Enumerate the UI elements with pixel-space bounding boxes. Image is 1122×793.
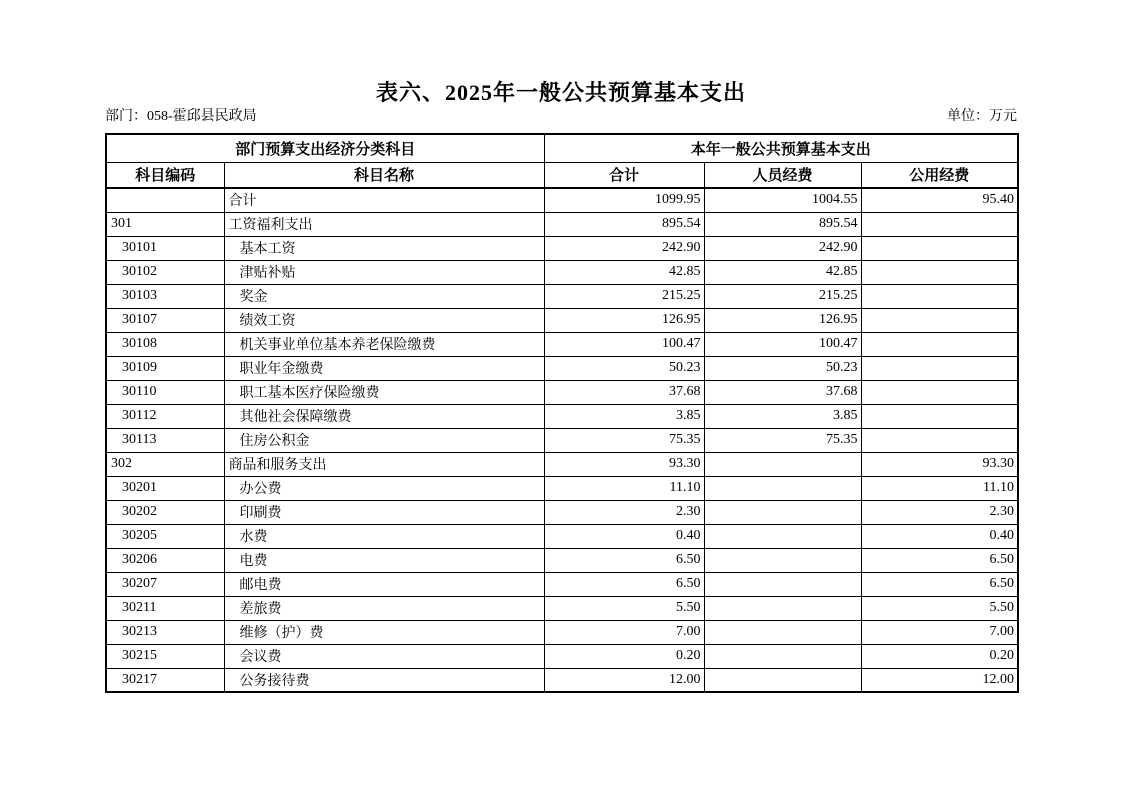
cell-public-funds bbox=[861, 236, 1018, 260]
cell-public-funds: 6.50 bbox=[861, 572, 1018, 596]
table-row bbox=[106, 572, 1018, 596]
cell-subject-code: 30113 bbox=[106, 428, 224, 452]
cell-subject-code: 30107 bbox=[106, 308, 224, 332]
cell-public-funds: 7.00 bbox=[861, 620, 1018, 644]
cell-public-funds: 2.30 bbox=[861, 500, 1018, 524]
cell-public-funds: 0.20 bbox=[861, 644, 1018, 668]
table-header bbox=[106, 134, 1018, 188]
table-row bbox=[106, 644, 1018, 668]
cell-subject-code: 30109 bbox=[106, 356, 224, 380]
cell-public-funds: 95.40 bbox=[861, 188, 1018, 212]
cell-subject-name: 工资福利支出 bbox=[224, 212, 544, 236]
table-row bbox=[106, 500, 1018, 524]
cell-personnel-funds: 242.90 bbox=[704, 236, 861, 260]
cell-subject-name: 邮电费 bbox=[224, 572, 544, 596]
cell-public-funds: 0.40 bbox=[861, 524, 1018, 548]
cell-personnel-funds bbox=[704, 572, 861, 596]
table-row bbox=[106, 668, 1018, 692]
cell-subject-code: 30101 bbox=[106, 236, 224, 260]
cell-subject-name: 津贴补贴 bbox=[224, 260, 544, 284]
cell-subject-name: 基本工资 bbox=[224, 236, 544, 260]
table-row bbox=[106, 428, 1018, 452]
table-row bbox=[106, 476, 1018, 500]
table-row bbox=[106, 356, 1018, 380]
table-row bbox=[106, 284, 1018, 308]
cell-personnel-funds bbox=[704, 620, 861, 644]
cell-personnel-funds: 126.95 bbox=[704, 308, 861, 332]
column-header-subject-code: 科目编码 bbox=[106, 162, 224, 188]
cell-public-funds bbox=[861, 332, 1018, 356]
cell-subject-code: 30215 bbox=[106, 644, 224, 668]
cell-total: 6.50 bbox=[544, 548, 704, 572]
page-title: 表六、2025年一般公共预算基本支出 bbox=[375, 80, 746, 105]
cell-public-funds bbox=[861, 428, 1018, 452]
column-header-public-funds: 公用经费 bbox=[861, 162, 1018, 188]
column-header-total: 合计 bbox=[544, 162, 704, 188]
cell-subject-code: 302 bbox=[106, 452, 224, 476]
cell-total: 42.85 bbox=[544, 260, 704, 284]
table-row bbox=[106, 260, 1018, 284]
cell-subject-name: 职工基本医疗保险缴费 bbox=[224, 380, 544, 404]
cell-public-funds bbox=[861, 404, 1018, 428]
cell-public-funds bbox=[861, 212, 1018, 236]
header-group-row bbox=[106, 134, 1018, 162]
cell-subject-code: 30108 bbox=[106, 332, 224, 356]
cell-public-funds bbox=[861, 356, 1018, 380]
cell-personnel-funds bbox=[704, 668, 861, 692]
cell-total: 7.00 bbox=[544, 620, 704, 644]
department-label: 部门：058-霍邱县民政局 bbox=[105, 109, 257, 124]
cell-total: 12.00 bbox=[544, 668, 704, 692]
cell-personnel-funds: 215.25 bbox=[704, 284, 861, 308]
cell-total: 1099.95 bbox=[544, 188, 704, 212]
cell-total: 6.50 bbox=[544, 572, 704, 596]
cell-subject-name: 维修（护）费 bbox=[224, 620, 544, 644]
cell-total: 100.47 bbox=[544, 332, 704, 356]
table-row bbox=[106, 452, 1018, 476]
cell-total: 50.23 bbox=[544, 356, 704, 380]
header-current-year-basic-expenditure: 本年一般公共预算基本支出 bbox=[544, 134, 1018, 162]
cell-total: 126.95 bbox=[544, 308, 704, 332]
column-header-subject-name: 科目名称 bbox=[224, 162, 544, 188]
cell-subject-name: 其他社会保障缴费 bbox=[224, 404, 544, 428]
cell-subject-code bbox=[106, 188, 224, 212]
cell-total: 215.25 bbox=[544, 284, 704, 308]
cell-total: 37.68 bbox=[544, 380, 704, 404]
cell-subject-name: 商品和服务支出 bbox=[224, 452, 544, 476]
cell-subject-name: 机关事业单位基本养老保险缴费 bbox=[224, 332, 544, 356]
cell-personnel-funds bbox=[704, 452, 861, 476]
cell-subject-name: 水费 bbox=[224, 524, 544, 548]
cell-personnel-funds: 37.68 bbox=[704, 380, 861, 404]
table-row bbox=[106, 236, 1018, 260]
unit-label: 单位：万元 bbox=[947, 109, 1017, 124]
cell-personnel-funds bbox=[704, 476, 861, 500]
cell-personnel-funds bbox=[704, 500, 861, 524]
cell-public-funds: 93.30 bbox=[861, 452, 1018, 476]
table-row bbox=[106, 332, 1018, 356]
cell-subject-code: 30206 bbox=[106, 548, 224, 572]
cell-total: 93.30 bbox=[544, 452, 704, 476]
cell-subject-name: 差旅费 bbox=[224, 596, 544, 620]
table-row bbox=[106, 548, 1018, 572]
cell-subject-code: 30103 bbox=[106, 284, 224, 308]
header-economic-classification: 部门预算支出经济分类科目 bbox=[106, 134, 544, 162]
table-row bbox=[106, 188, 1018, 212]
cell-personnel-funds bbox=[704, 644, 861, 668]
budget-table bbox=[105, 133, 1019, 693]
table-row bbox=[106, 212, 1018, 236]
cell-total: 0.20 bbox=[544, 644, 704, 668]
cell-personnel-funds bbox=[704, 548, 861, 572]
cell-total: 75.35 bbox=[544, 428, 704, 452]
cell-personnel-funds: 42.85 bbox=[704, 260, 861, 284]
cell-total: 895.54 bbox=[544, 212, 704, 236]
table-row bbox=[106, 620, 1018, 644]
cell-subject-code: 30217 bbox=[106, 668, 224, 692]
column-header-row bbox=[106, 162, 1018, 188]
cell-subject-code: 30201 bbox=[106, 476, 224, 500]
cell-subject-code: 30211 bbox=[106, 596, 224, 620]
cell-personnel-funds: 3.85 bbox=[704, 404, 861, 428]
cell-total: 5.50 bbox=[544, 596, 704, 620]
cell-public-funds: 6.50 bbox=[861, 548, 1018, 572]
cell-public-funds bbox=[861, 284, 1018, 308]
cell-subject-code: 30112 bbox=[106, 404, 224, 428]
cell-public-funds: 11.10 bbox=[861, 476, 1018, 500]
meta-row bbox=[105, 107, 1017, 127]
column-header-personnel-funds: 人员经费 bbox=[704, 162, 861, 188]
cell-subject-code: 30202 bbox=[106, 500, 224, 524]
cell-subject-code: 30207 bbox=[106, 572, 224, 596]
cell-public-funds bbox=[861, 308, 1018, 332]
cell-subject-code: 30110 bbox=[106, 380, 224, 404]
cell-subject-name: 住房公积金 bbox=[224, 428, 544, 452]
cell-personnel-funds: 100.47 bbox=[704, 332, 861, 356]
cell-public-funds: 12.00 bbox=[861, 668, 1018, 692]
cell-subject-name: 奖金 bbox=[224, 284, 544, 308]
cell-personnel-funds bbox=[704, 596, 861, 620]
cell-subject-name: 会议费 bbox=[224, 644, 544, 668]
cell-subject-name: 办公费 bbox=[224, 476, 544, 500]
cell-total: 3.85 bbox=[544, 404, 704, 428]
cell-personnel-funds: 75.35 bbox=[704, 428, 861, 452]
cell-total: 242.90 bbox=[544, 236, 704, 260]
table-row bbox=[106, 404, 1018, 428]
cell-subject-code: 301 bbox=[106, 212, 224, 236]
cell-personnel-funds: 895.54 bbox=[704, 212, 861, 236]
table-row bbox=[106, 380, 1018, 404]
table-row bbox=[106, 308, 1018, 332]
cell-subject-name: 绩效工资 bbox=[224, 308, 544, 332]
table-body bbox=[106, 188, 1018, 692]
table-row bbox=[106, 524, 1018, 548]
cell-subject-name: 电费 bbox=[224, 548, 544, 572]
cell-subject-name: 公务接待费 bbox=[224, 668, 544, 692]
cell-total: 2.30 bbox=[544, 500, 704, 524]
cell-public-funds: 5.50 bbox=[861, 596, 1018, 620]
table-row bbox=[106, 596, 1018, 620]
cell-total: 11.10 bbox=[544, 476, 704, 500]
cell-personnel-funds bbox=[704, 524, 861, 548]
cell-subject-code: 30213 bbox=[106, 620, 224, 644]
cell-total: 0.40 bbox=[544, 524, 704, 548]
cell-public-funds bbox=[861, 260, 1018, 284]
cell-subject-code: 30205 bbox=[106, 524, 224, 548]
cell-subject-code: 30102 bbox=[106, 260, 224, 284]
cell-subject-name: 合计 bbox=[224, 188, 544, 212]
cell-public-funds bbox=[861, 380, 1018, 404]
cell-personnel-funds: 50.23 bbox=[704, 356, 861, 380]
cell-subject-name: 印刷费 bbox=[224, 500, 544, 524]
cell-personnel-funds: 1004.55 bbox=[704, 188, 861, 212]
cell-subject-name: 职业年金缴费 bbox=[224, 356, 544, 380]
